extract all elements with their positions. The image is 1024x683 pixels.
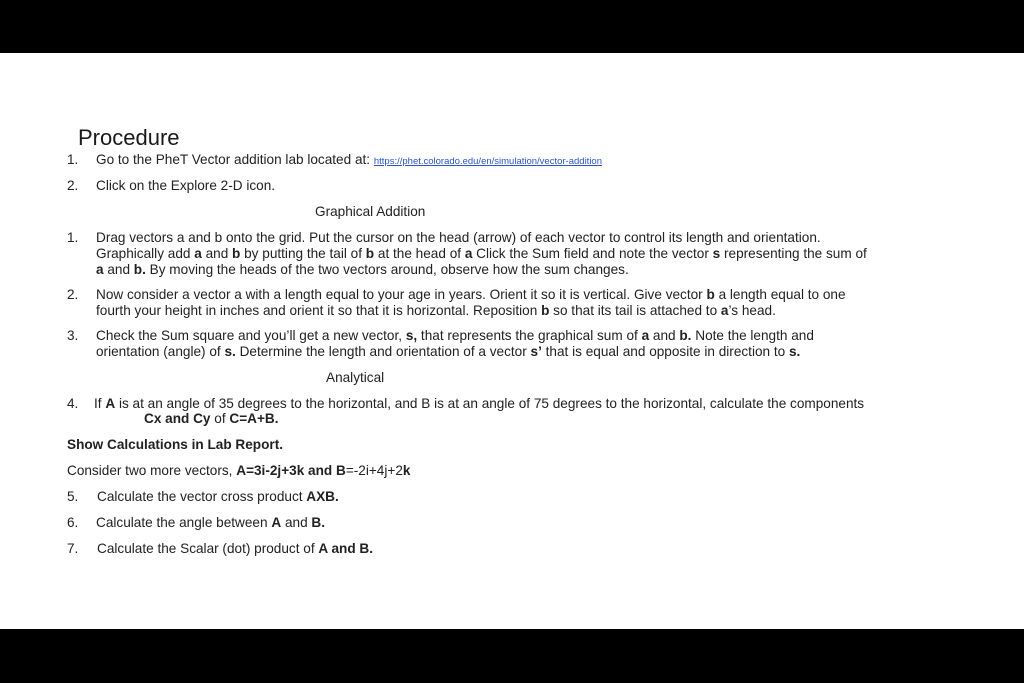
text-run: and — [201, 246, 233, 261]
step-number: 5. — [67, 489, 79, 504]
bold-run: b — [706, 287, 715, 302]
bold-run: b — [541, 303, 550, 318]
text-run: Click the Sum field and note the vector — [472, 246, 713, 261]
text-run: Determine the length and orientation of a vector — [235, 344, 531, 359]
bold-run: a — [464, 246, 473, 261]
bold-run: A — [271, 515, 282, 530]
text-run: representing the sum of — [720, 246, 867, 261]
bold-run: and — [304, 463, 336, 478]
phet-link[interactable]: https://phet.colorado.edu/en/simulation/vector-addition — [373, 156, 602, 167]
text-run: =-2i+4j+2 — [345, 463, 403, 478]
text-run: that is equal and opposite in direction to — [541, 344, 789, 359]
step-number: 7. — [67, 541, 79, 556]
step-text — [97, 489, 339, 505]
text-run: By moving the heads of the two vectors around, observe how the sum changes. — [145, 262, 629, 277]
step-text — [94, 396, 864, 412]
bold-run: s. — [789, 344, 801, 359]
bold-run: b — [232, 246, 241, 261]
page-title: Procedure — [78, 125, 180, 150]
text-run: that represents the graphical sum of — [417, 328, 642, 343]
bold-run: b. — [679, 328, 692, 343]
text-run: Calculate the Scalar (dot) product of — [97, 541, 319, 556]
step-number: 4. — [67, 396, 79, 411]
step-text-label: Go to the PheT Vector addition lab located at: — [96, 152, 374, 167]
text-run: Now consider a vector a with a length equal to your age in years. Orient it so it is vertical. Give vector — [96, 287, 707, 302]
consider-vectors-text — [67, 463, 410, 479]
bold-run: b — [365, 246, 375, 261]
step-text — [96, 328, 814, 344]
text-run: of — [210, 411, 230, 426]
text-run: ’s head. — [728, 303, 776, 318]
text-run: If — [94, 396, 106, 411]
bold-run: b. — [133, 262, 146, 277]
text-run: Calculate the vector cross product — [97, 489, 307, 504]
slide — [0, 53, 1024, 629]
bold-run: s’ — [530, 344, 542, 359]
step-text — [96, 246, 867, 262]
bold-run: a — [96, 262, 104, 277]
step-number: 1. — [67, 230, 79, 245]
step-number: 6. — [67, 515, 79, 530]
show-calculations-note: Show Calculations in Lab Report. — [67, 437, 284, 452]
bold-run: a — [641, 328, 650, 343]
bold-run: Cx and Cy — [144, 411, 211, 426]
bold-run: AXB. — [306, 489, 339, 504]
bold-run: s, — [405, 328, 418, 343]
text-run: a length equal to one — [714, 287, 846, 302]
step-number: 2. — [67, 287, 79, 302]
step-number: 1. — [67, 152, 79, 167]
bold-run: A — [236, 463, 247, 478]
step-text — [96, 287, 846, 303]
step-number: 2. — [67, 178, 79, 193]
text-run: and — [103, 262, 134, 277]
text-run: orientation (angle) of — [96, 344, 225, 359]
step-text: Drag vectors a and b onto the grid. Put the cursor on the head (arrow) of each vector to control its length and orientation. — [96, 230, 821, 245]
bold-run: =3i-2j+3 — [246, 463, 297, 478]
bold-run: A — [105, 396, 116, 411]
text-run: is at an angle of 35 degrees to the horizontal, and B is at an angle of 75 degrees to the horizontal, calculate the components — [115, 396, 865, 411]
text-run: Graphically add — [96, 246, 195, 261]
bold-run: C=A+B. — [229, 411, 279, 426]
text-run: Consider two more vectors, — [67, 463, 237, 478]
text-run: and — [281, 515, 312, 530]
step-text — [96, 152, 602, 170]
text-run: and — [649, 328, 680, 343]
text-run: at the head of — [374, 246, 465, 261]
bold-run: B. — [311, 515, 325, 530]
section-heading-analytical: Analytical — [326, 370, 385, 385]
text-run: Note the length and — [691, 328, 814, 343]
text-run: so that its tail is attached to — [549, 303, 721, 318]
bold-run: k — [296, 463, 305, 478]
step-text — [96, 344, 800, 360]
bold-run: a — [194, 246, 202, 261]
text-run: Check the Sum square and you’ll get a new vector, — [96, 328, 406, 343]
bold-run: B — [336, 463, 346, 478]
step-text: Click on the Explore 2-D icon. — [96, 178, 276, 193]
bold-run: k — [402, 463, 411, 478]
step-number: 3. — [67, 328, 79, 343]
step-text — [96, 303, 776, 319]
step-text — [96, 262, 629, 278]
section-heading-graphical: Graphical Addition — [315, 204, 426, 219]
text-run: Calculate the angle between — [96, 515, 272, 530]
text-run: by putting the tail of — [240, 246, 366, 261]
bold-run: s — [712, 246, 721, 261]
bold-run: A and B. — [318, 541, 374, 556]
step-text — [144, 411, 278, 427]
step-text — [96, 515, 325, 531]
step-text — [97, 541, 373, 557]
text-run: fourth your height in inches and orient it so that it is horizontal. Reposition — [96, 303, 542, 318]
bold-run: s. — [224, 344, 236, 359]
bold-run: a — [720, 303, 729, 318]
